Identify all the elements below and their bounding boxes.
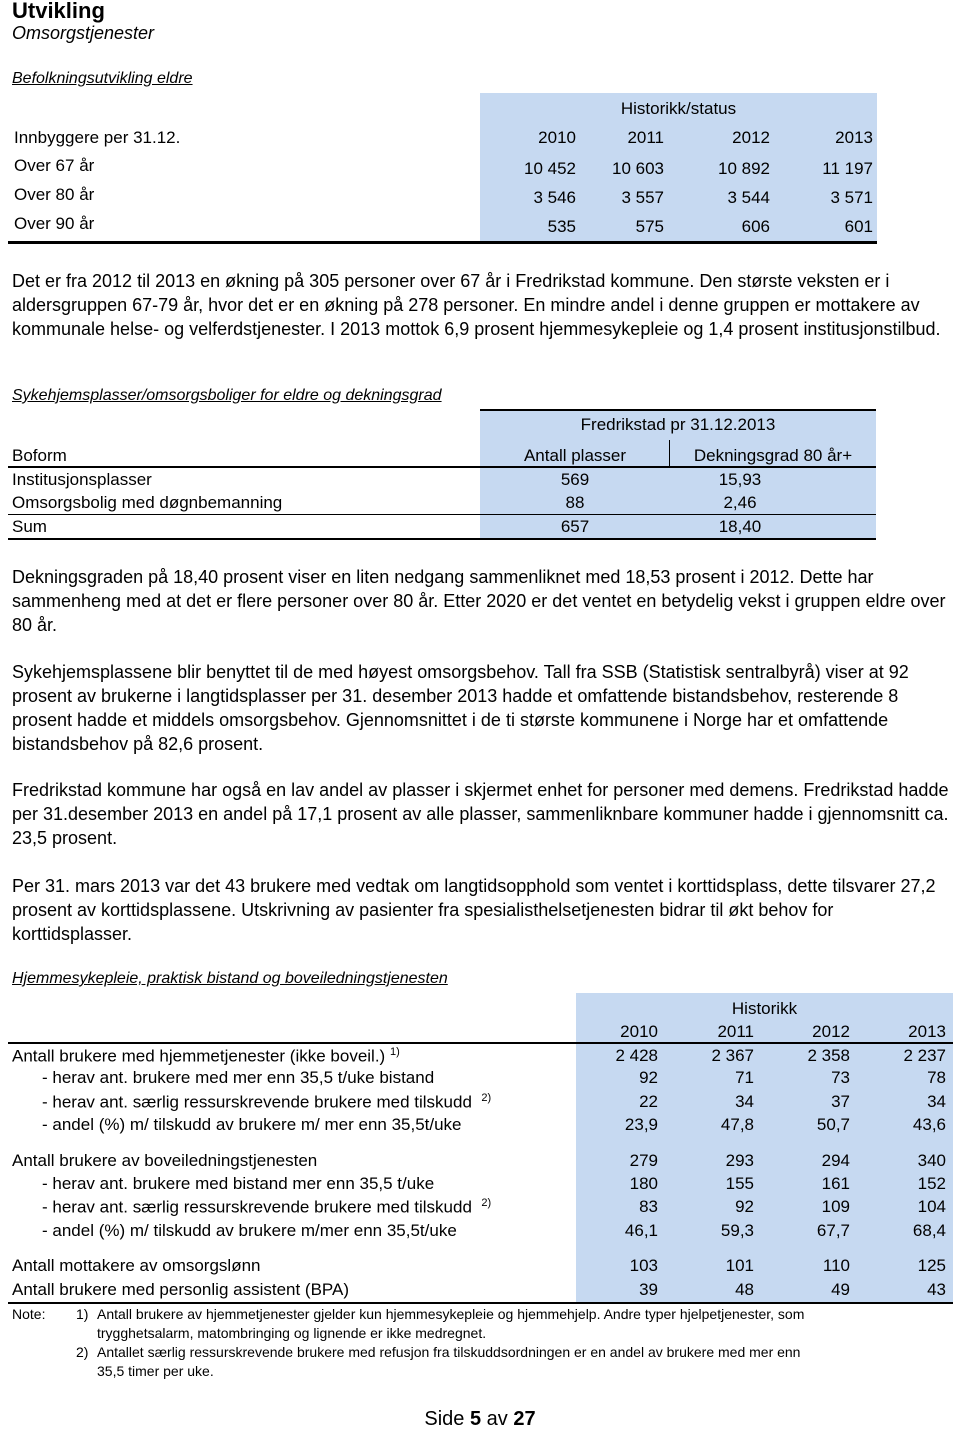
cell-value: 601: [844, 217, 873, 236]
cell-value: 10 892: [718, 159, 770, 178]
cell-value: 18,40: [718, 517, 762, 536]
cell-value: 88: [565, 493, 585, 512]
cell-value: 49: [831, 1280, 850, 1299]
cell-value: 2 358: [807, 1046, 850, 1065]
cell-value: 3 546: [533, 188, 576, 207]
row-label: - herav ant. særlig ressurskrevende brukere med tilskudd $^{2)}$: [42, 1197, 492, 1217]
paragraph-short-term: Per 31. mars 2013 var det 43 brukere med vedtak om langtidsopphold som ventet i korttidsplass, dette tilsvarer 27,2 prosent av korttidsplassene. Utskrivning av pasienter fra spesialisthelsetjenesten bidrar til økt behov for korttidsplasser.: [12, 876, 936, 944]
cell-value: 2,46: [723, 493, 757, 512]
table2-col-divider: [669, 440, 670, 468]
cell-value: 71: [735, 1068, 754, 1087]
cell-value: 606: [741, 217, 770, 236]
cell-value: 10 603: [612, 159, 664, 178]
table2-header-rule: [8, 466, 876, 468]
table3-year: 2013: [908, 1022, 946, 1041]
table3-year: 2010: [620, 1022, 658, 1041]
footer-page-number: 5: [469, 1408, 482, 1430]
cell-value: 152: [917, 1174, 946, 1193]
table3-group-header: Historikk: [731, 999, 798, 1018]
cell-value: 92: [639, 1068, 658, 1087]
cell-value: 101: [725, 1256, 754, 1275]
table1-group-header: Historikk/status: [620, 99, 737, 118]
cell-value: 294: [821, 1151, 850, 1170]
cell-value: 59,3: [720, 1221, 754, 1240]
cell-value: 39: [639, 1280, 658, 1299]
cell-value: 279: [629, 1151, 658, 1170]
footer-page-total: 27: [513, 1408, 536, 1430]
row-label: Over 90 år: [14, 214, 95, 233]
cell-value: 34: [927, 1092, 946, 1111]
row-label: Antall brukere med hjemmetjenester (ikke boveil.) $^{1)}$: [12, 1046, 400, 1066]
table2-bottom-rule: [8, 538, 876, 540]
row-label: - herav ant. brukere med bistand mer enn 35,5 t/uke: [42, 1174, 435, 1193]
note2-number: 2): [76, 1344, 89, 1360]
note-label: Note:: [12, 1306, 46, 1322]
row-label: Over 67 år: [14, 156, 95, 175]
cell-value: 15,93: [718, 470, 762, 489]
cell-value: 293: [725, 1151, 754, 1170]
cell-value: 575: [635, 217, 664, 236]
table1-bottom-rule: [8, 241, 877, 244]
table1-row-header: Innbyggere per 31.12.: [14, 128, 181, 147]
table3-bottom-rule: [8, 1302, 953, 1304]
cell-value: 92: [735, 1197, 754, 1216]
row-label: Omsorgsbolig med døgnbemanning: [12, 493, 283, 512]
row-label: - herav ant. særlig ressurskrevende brukere med tilskudd $^{2)}$: [42, 1092, 492, 1112]
table2-section-title: Sykehjemsplasser/omsorgsboliger for eldre og dekningsgrad: [12, 387, 442, 404]
cell-value: 67,7: [816, 1221, 850, 1240]
row-label: Institusjonsplasser: [12, 470, 152, 489]
note1-text: Antall brukere av hjemmetjenester gjelder kun hjemmesykepleie og hjemmehjelp. Andre typer hjelpetjenester, som: [97, 1306, 805, 1322]
cell-value: 10 452: [524, 159, 576, 178]
cell-value: 657: [560, 517, 590, 536]
table1-section-title: Befolkningsutvikling eldre: [12, 70, 193, 87]
table2-sum-rule: [8, 514, 876, 515]
row-label: - andel (%) m/ tilskudd av brukere m/ mer enn 35,5t/uke: [42, 1115, 462, 1134]
cell-value: 23,9: [624, 1115, 658, 1134]
cell-value: 73: [831, 1068, 850, 1087]
note2-text-cont: 35,5 timer per uke.: [97, 1363, 214, 1379]
row-label: Antall brukere med personlig assistent (BPA): [12, 1280, 350, 1299]
table2-col2-header: Dekningsgrad 80 år+: [693, 446, 853, 465]
cell-value: 48: [735, 1280, 754, 1299]
paragraph-coverage: Dekningsgraden på 18,40 prosent viser en liten nedgang sammenliknet med 18,53 prosent i 2012. Dette har sammenheng med at det er flere personer over 80 år. Etter 2020 er det ventet en betydelig vekst i gruppen eldre over 80 år.: [12, 567, 946, 635]
footer-prefix: Side: [424, 1408, 465, 1430]
cell-value: 3 557: [621, 188, 664, 207]
cell-value: 155: [725, 1174, 754, 1193]
cell-value: 46,1: [624, 1221, 658, 1240]
paragraph-population: Det er fra 2012 til 2013 en økning på 305 personer over 67 år i Fredrikstad kommune. Den største veksten er i aldersgruppen 67-79 år, hvor det er en økning på 278 personer. En mindre andel i denne gruppen er mottakere av kommunale helse- og velferdstjenester. I 2013 mottok 6,9 prosent hjemmesykepleie og 1,4 prosent institusjonstilbud.: [12, 271, 941, 339]
table2-col1-header: Antall plasser: [523, 446, 627, 465]
row-label: Over 80 år: [14, 185, 95, 204]
note1-text-cont: trygghetsalarm, matombringing og lignende er ikke medregnet.: [97, 1325, 487, 1341]
footer-of: av: [486, 1408, 508, 1430]
paragraph-dementia: Fredrikstad kommune har også en lav andel av plasser i skjermet enhet for personer med demens. Fredrikstad hadde per 31.desember 2013 en andel på 17,1 prosent av alle plasser, sammenliknbare kommuner hadde i gjennomsnitt ca. 23,5 prosent.: [12, 780, 949, 848]
row-label: - herav ant. brukere med mer enn 35,5 t/uke bistand: [42, 1068, 435, 1087]
cell-value: 535: [547, 217, 576, 236]
cell-value: 83: [639, 1197, 658, 1216]
note1-number: 1): [76, 1306, 89, 1322]
cell-value: 3 544: [727, 188, 770, 207]
cell-value: 50,7: [816, 1115, 850, 1134]
cell-value: 340: [917, 1151, 946, 1170]
cell-value: 109: [821, 1197, 850, 1216]
page-title: Utvikling: [12, 0, 105, 23]
table3-year: 2011: [717, 1022, 754, 1041]
cell-value: 180: [629, 1174, 658, 1193]
table1-year: 2012: [732, 128, 770, 147]
table3-year: 2012: [812, 1022, 850, 1041]
cell-value: 11 197: [822, 159, 873, 178]
cell-value: 47,8: [720, 1115, 754, 1134]
cell-value: 43,6: [912, 1115, 946, 1134]
cell-value: 125: [917, 1256, 946, 1275]
paragraph-nursing-homes: Sykehjemsplassene blir benyttet til de med høyest omsorgsbehov. Tall fra SSB (Statistisk sentralbyrå) viser at 92 prosent av brukerne i langtidsplasser per 31. desember 2013 hadde et omfattende bistandsbehov, resterende 8 prosent hadde et middels omsorgsbehov. Gjennomsnittet i de ti største kommunene i Norge har et omfattende bistandsbehov på 82,6 prosent.: [12, 662, 909, 754]
table1-year: 2011: [627, 128, 664, 147]
table1-year: 2010: [538, 128, 576, 147]
cell-value: 68,4: [912, 1221, 946, 1240]
note2-text: Antallet særlig ressurskrevende brukere med refusjon fra tilskuddsordningen er en andel av brukere med mer enn: [97, 1344, 801, 1360]
cell-value: 34: [735, 1092, 754, 1111]
cell-value: 43: [927, 1280, 946, 1299]
cell-value: 3 571: [830, 188, 873, 207]
table1-year: 2013: [835, 128, 873, 147]
cell-value: 2 237: [903, 1046, 946, 1065]
table3-header-rule: [8, 1042, 953, 1044]
cell-value: 569: [560, 470, 590, 489]
page-footer: [0, 1408, 960, 1431]
cell-value: 161: [821, 1174, 850, 1193]
row-label: Antall brukere av boveiledningstjenesten: [12, 1151, 318, 1170]
page-subtitle: Omsorgstjenester: [12, 23, 155, 43]
cell-value: 78: [927, 1068, 946, 1087]
cell-value: 103: [629, 1256, 658, 1275]
cell-value: 2 428: [615, 1046, 658, 1065]
table3-section-title: Hjemmesykepleie, praktisk bistand og boveiledningstjenesten: [12, 970, 448, 987]
row-label: Sum: [12, 517, 47, 536]
row-label: - andel (%) m/ tilskudd av brukere m/mer enn 35,5t/uke: [42, 1221, 457, 1240]
cell-value: 2 367: [711, 1046, 754, 1065]
row-label: Antall mottakere av omsorgslønn: [12, 1256, 261, 1275]
table2-group-header: Fredrikstad pr 31.12.2013: [580, 415, 776, 434]
cell-value: 22: [639, 1092, 658, 1111]
cell-value: 104: [917, 1197, 946, 1216]
cell-value: 110: [822, 1256, 850, 1275]
cell-value: 37: [831, 1092, 850, 1111]
table2-col-label: Boform: [12, 446, 67, 465]
